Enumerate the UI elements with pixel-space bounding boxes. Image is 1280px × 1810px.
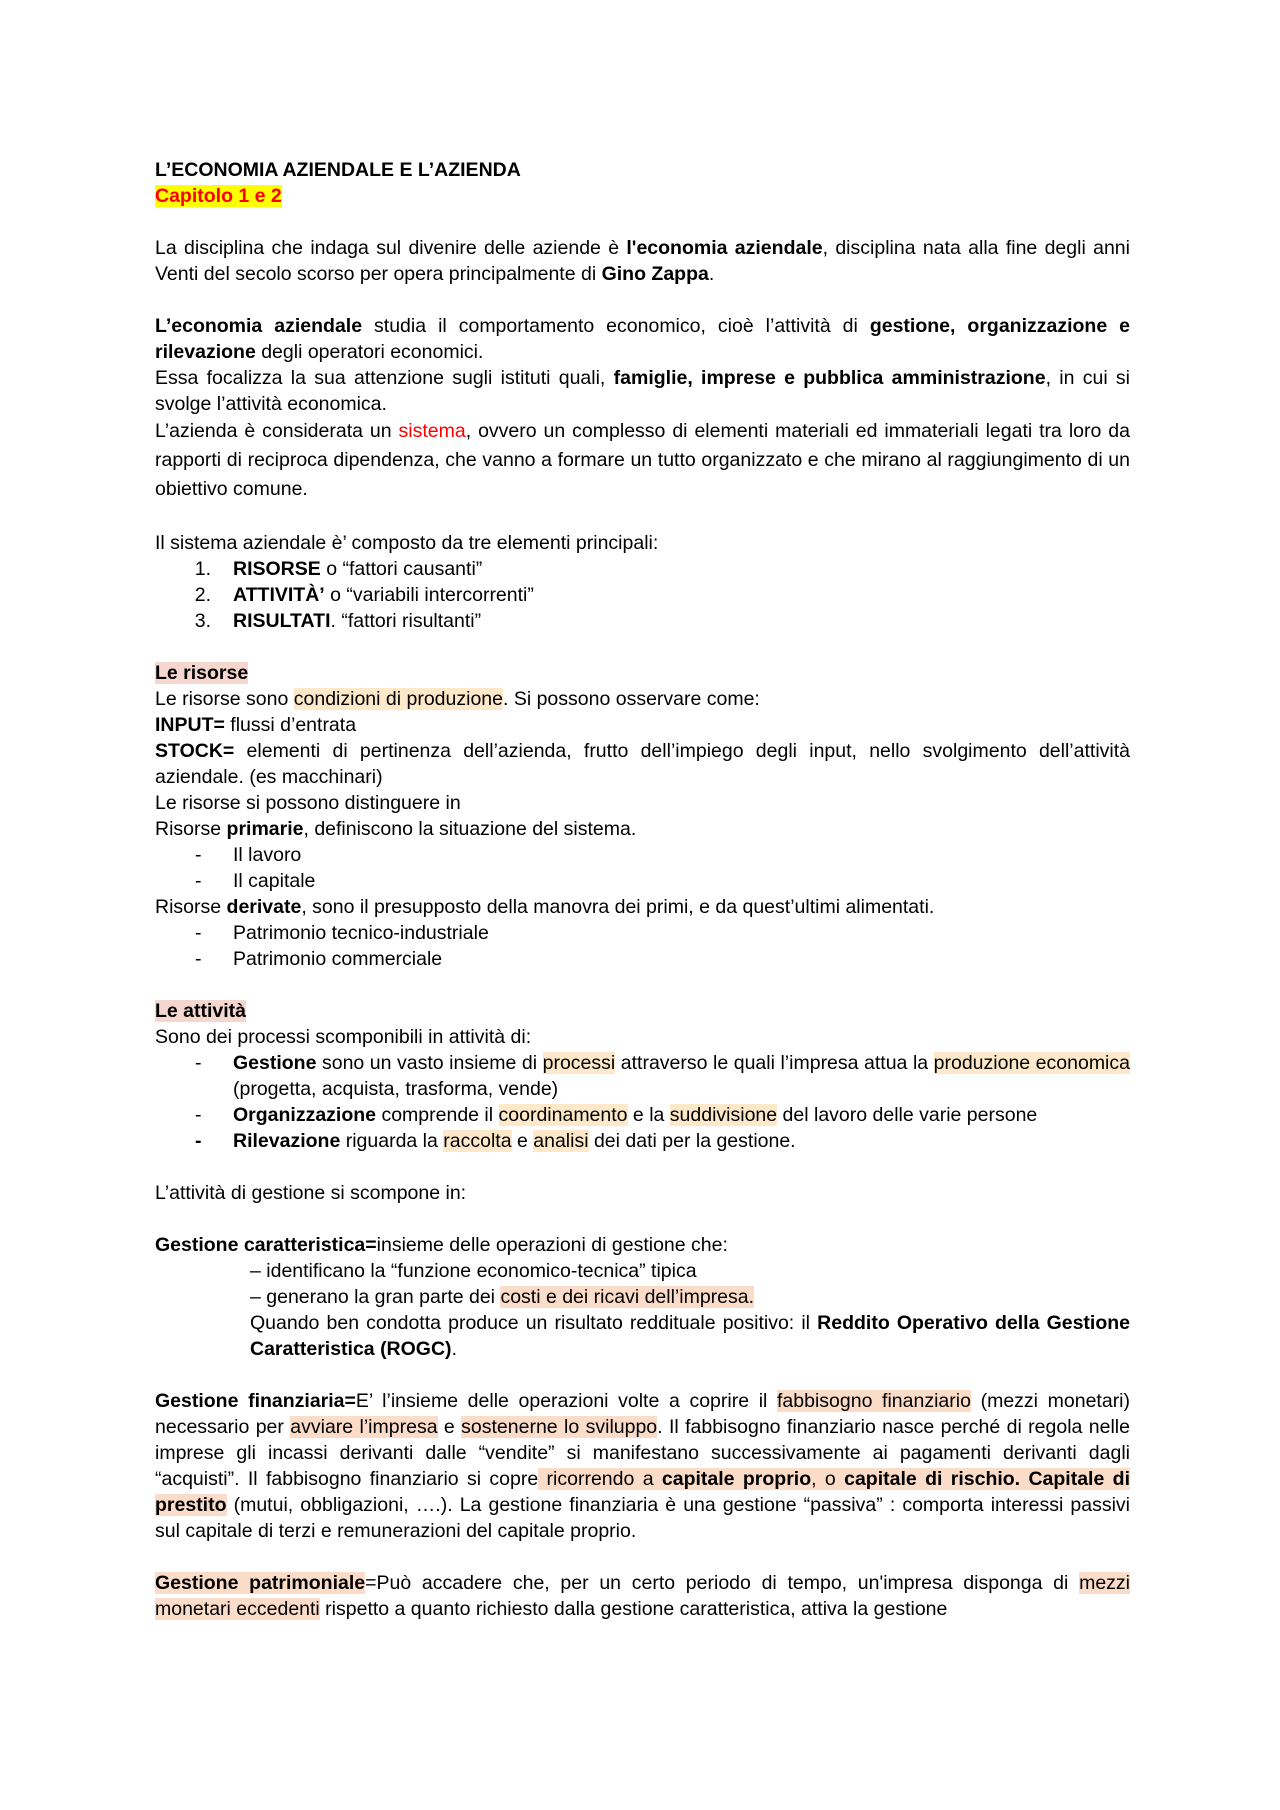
list-item: - Rilevazione riguarda la raccolta e analisi dei dati per la gestione. [195,1130,796,1152]
list-item: - Patrimonio tecnico-industriale [195,922,489,944]
list-item: 3. RISULTATI. “fattori risultanti” [194,610,482,632]
risorse-primarie-list [155,842,1130,894]
document-page [155,157,1130,1622]
stock-definition: STOCK= elementi di pertinenza dell’azienda, frutto dell’impiego degli input, nello svolgimento dell’attività aziendale. (es macchinari) [155,740,1130,788]
gestione-intro: L’attività di gestione si scompone in: [155,1182,467,1204]
gestione-caratteristica: Gestione caratteristica=insieme delle operazioni di gestione che: [155,1234,728,1256]
list-item: 1. RISORSE o “fattori causanti” [194,558,483,580]
section-heading-attivita: Le attività [155,1000,247,1022]
azienda-sistema-paragraph: L’azienda è considerata un sistema, ovvero un complesso di elementi materiali ed immateriali legati tra loro da rapporti di reciproca dipendenza, che vanno a formare un tutto organizzato e che mirano al raggiungimento di un obiettivo comune. [155,420,1130,500]
risorse-derivate: Risorse derivate, sono il presupposto della manovra dei primi, e da quest’ultimi alimentati. [155,896,935,918]
list-item: - Patrimonio commerciale [195,948,443,970]
intro-paragraph: La disciplina che indaga sul divenire delle aziende è l'economia aziendale, disciplina nata alla fine degli anni Venti del secolo scorso per opera principalmente di Gino Zappa. [155,237,1130,285]
attivita-intro: Sono dei processi scomponibili in attività di: [155,1026,532,1048]
list-item: 2. ATTIVITÀ’ o “variabili intercorrenti” [194,584,534,606]
list-item: - Il lavoro [195,844,302,866]
istituti-paragraph: Essa focalizza la sua attenzione sugli istituti quali, famiglie, imprese e pubblica amministrazione, in cui si svolge l’attività economica. [155,367,1131,415]
chapter-label: Capitolo 1 e 2 [155,185,282,207]
caratteristica-line-1: – identificano la “funzione economico-tecnica” tipica [250,1260,697,1282]
risorse-definition: Le risorse sono condizioni di produzione. Si possono osservare come: [155,688,760,710]
risorse-primarie: Risorse primarie, definiscono la situazione del sistema. [155,818,637,840]
attivita-list [155,1050,1130,1154]
economia-aziendale-paragraph: L’economia aziendale studia il comportamento economico, cioè l’attività di gestione, organizzazione e rilevazione degli operatori economici. [155,315,1131,363]
list-item: - Organizzazione comprende il coordinamento e la suddivisione del lavoro delle varie persone [195,1104,1038,1126]
risorse-distinguish: Le risorse si possono distinguere in [155,792,461,814]
caratteristica-line-3: Quando ben condotta produce un risultato reddituale positivo: il Reddito Operativo della Gestione Caratteristica (ROGC). [250,1312,1131,1360]
document-title: L’ECONOMIA AZIENDALE E L’AZIENDA [155,159,521,181]
gestione-finanziaria: Gestione finanziaria=E’ l’insieme delle operazioni volte a coprire il fabbisogno finanziario (mezzi monetari) necessario per avviare l’impresa e sostenerne lo sviluppo. Il fabbisogno finanziario nasce perché di regola nelle imprese gli incassi derivanti dalle “vendite” si manifestano successivamente ai pagamenti derivanti dagli “acquisti”. Il fabbisogno finanziario si copre ricorrendo a capitale proprio, o capitale di rischio. Capitale di prestito (mutui, obbligazioni, ….). La gestione finanziaria è una gestione “passiva” : comporta interessi passivi sul capitale di terzi e remunerazioni del capitale proprio. [155,1390,1131,1542]
section-heading-risorse: Le risorse [155,662,249,684]
gestione-patrimoniale: Gestione patrimoniale=Può accadere che, per un certo periodo di tempo, un'impresa disponga di mezzi monetari eccedenti rispetto a quanto richiesto dalla gestione caratteristica, attiva la gestione [155,1572,1130,1620]
list-item: - Gestione sono un vasto insieme di processi attraverso le quali l’impresa attua la produzione economica (progetta, acquista, trasforma, vende) [195,1052,1130,1100]
risorse-derivate-list [155,920,1130,972]
system-elements-list [155,556,1130,634]
list-item: - Il capitale [195,870,316,892]
input-definition: INPUT= flussi d’entrata [155,714,357,736]
system-elements-intro: Il sistema aziendale è’ composto da tre elementi principali: [155,532,659,554]
caratteristica-line-2: – generano la gran parte dei costi e dei ricavi dell’impresa. [250,1286,755,1308]
